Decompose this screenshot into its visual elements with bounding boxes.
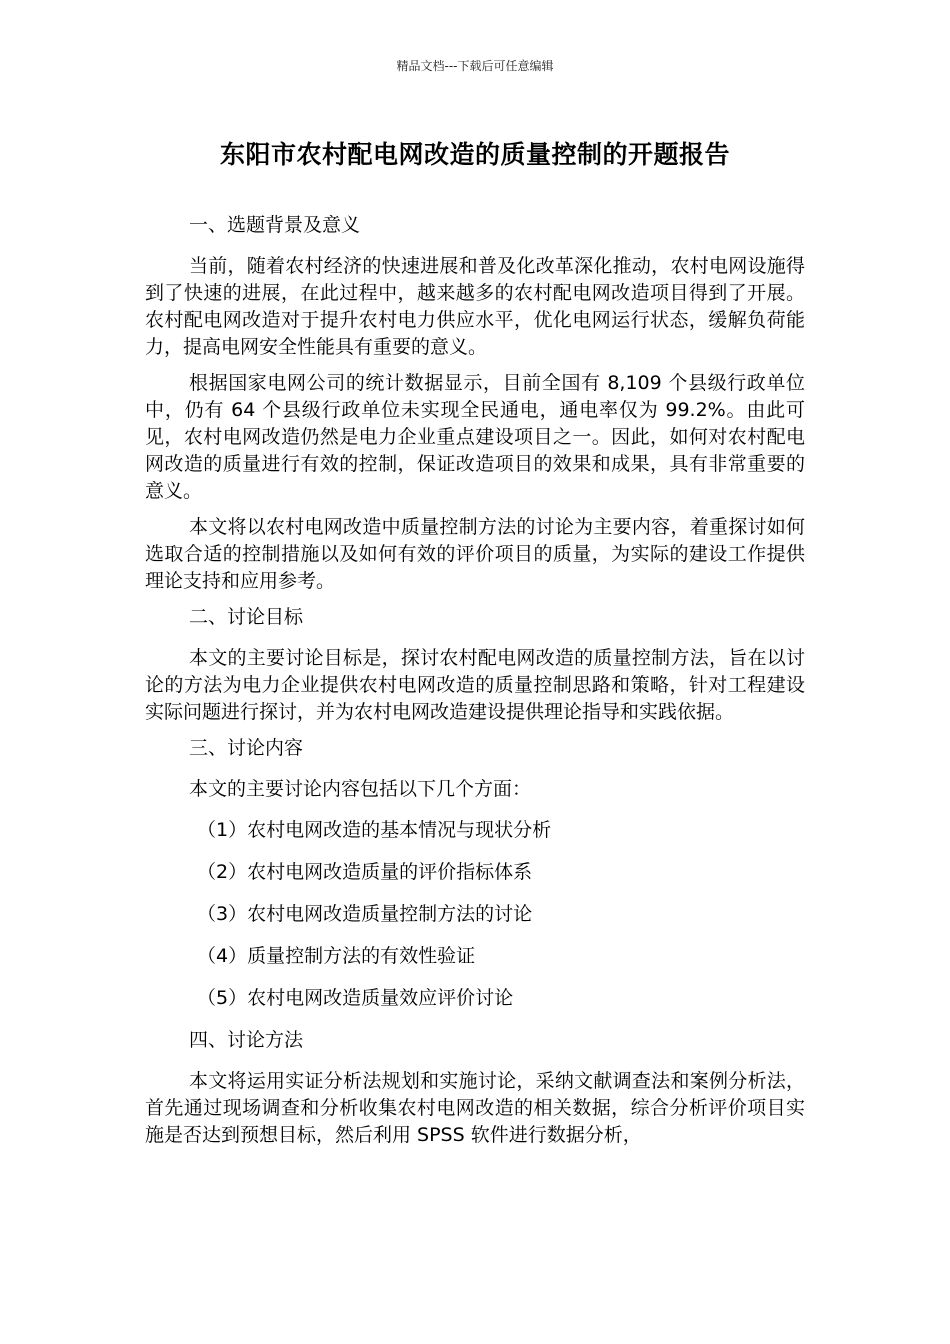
document-title: 东阳市农村配电网改造的质量控制的开题报告 — [219, 140, 730, 169]
paragraph: 本文将运用实证分析法规划和实施讨论，采纳文献调查法和案例分析法，首先通过现场调查和分析收集农村电网改造的相关数据，综合分析评价项目实施是否达到预想目标，然后利用 SPSS 软件进行数据分析， — [145, 1070, 805, 1146]
list-intro: 本文的主要讨论内容包括以下几个方面： — [189, 778, 532, 800]
list-item: （1）农村电网改造的基本情况与现状分析 — [197, 819, 552, 841]
paragraph: 当前，随着农村经济的快速进展和普及化改革深化推动，农村电网设施得到了快速的进展，在此过程中，越来越多的农村配电网改造项目得到了开展。农村配电网改造对于提升农村电力供应水平，优化电网运行状态，缓解负荷能力，提高电网安全性能具有重要的意义。 — [145, 255, 805, 358]
paragraph: 本文将以农村电网改造中质量控制方法的讨论为主要内容，着重探讨如何选取合适的控制措施以及如何有效的评价项目的质量，为实际的建设工作提供理论支持和应用参考。 — [145, 516, 805, 592]
list-item: （2）农村电网改造质量的评价指标体系 — [197, 861, 533, 883]
section-heading-methods: 四、讨论方法 — [189, 1029, 304, 1051]
list-item: （4）质量控制方法的有效性验证 — [197, 945, 476, 967]
list-item: （5）农村电网改造质量效应评价讨论 — [197, 987, 514, 1009]
section-heading-goals: 二、讨论目标 — [189, 606, 304, 628]
section-heading-background: 一、选题背景及意义 — [189, 214, 361, 236]
document-body — [145, 212, 805, 1158]
page-header: 精品文档---下载后可任意编辑 — [396, 59, 554, 73]
section-heading-content: 三、讨论内容 — [189, 737, 304, 759]
paragraph: 根据国家电网公司的统计数据显示，目前全国有 8,109 个县级行政单位中，仍有 64 个县级行政单位未实现全民通电，通电率仅为 99.2%。由此可见，农村电网改造仍然是电力企业重点建设项目之一。因此，如何对农村配电网改造的质量进行有效的控制，保证改造项目的效果和成果，具有非常重要的意义。 — [145, 372, 805, 502]
list-item: （3）农村电网改造质量控制方法的讨论 — [197, 903, 533, 925]
paragraph: 本文的主要讨论目标是，探讨农村配电网改造的质量控制方法，旨在以讨论的方法为电力企业提供农村电网改造的质量控制思路和策略，针对工程建设实际问题进行探讨，并为农村电网改造建设提供理论指导和实践依据。 — [145, 647, 805, 723]
